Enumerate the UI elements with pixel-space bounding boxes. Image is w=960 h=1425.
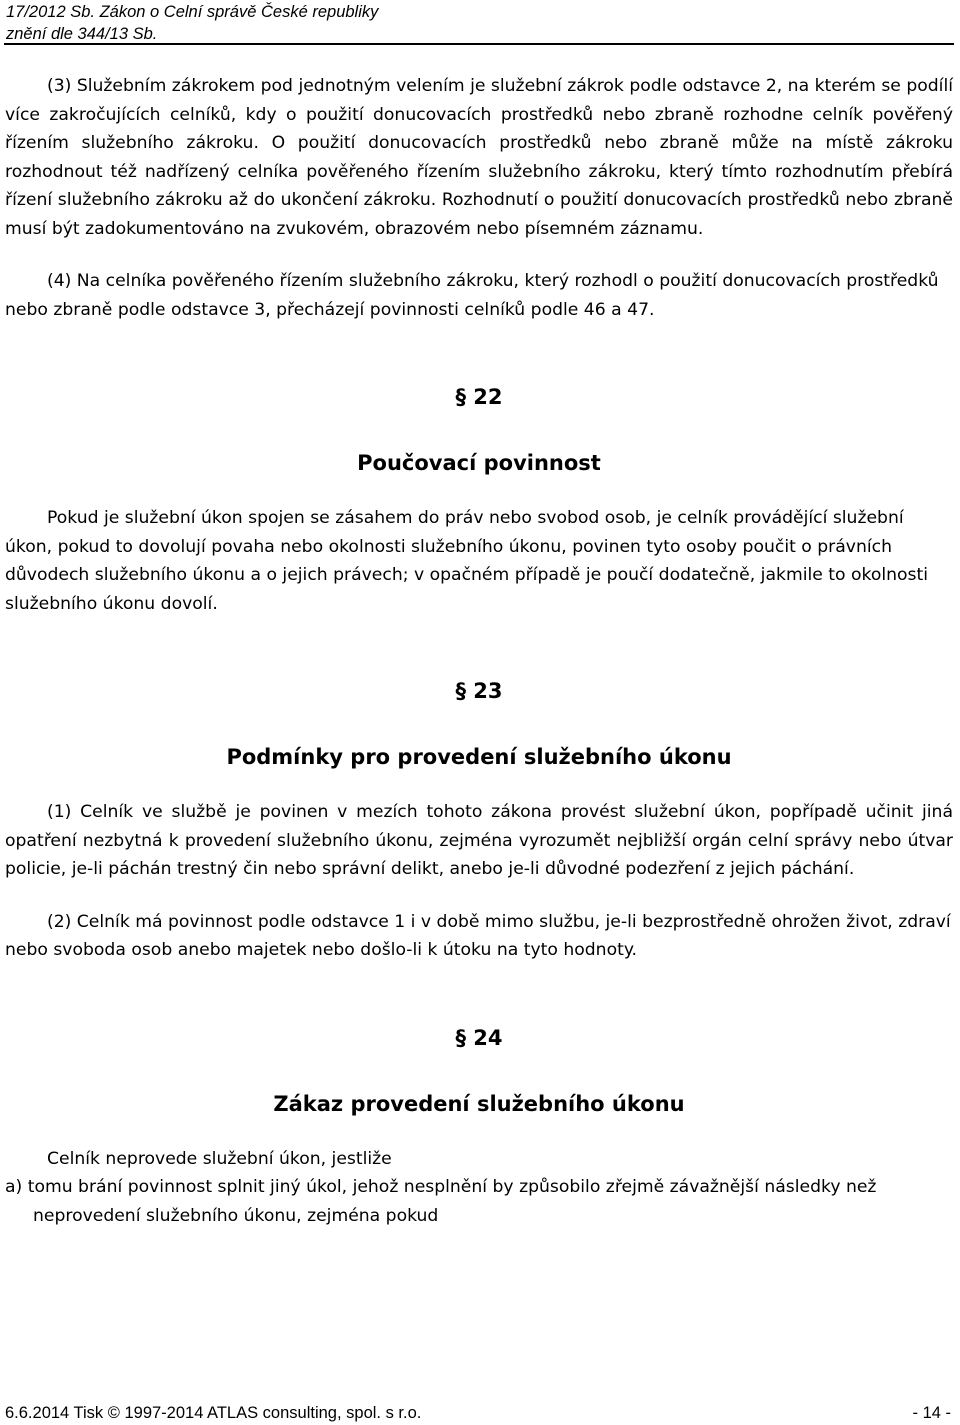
section-22	[5, 382, 953, 618]
paragraph-4: (4) Na celníka pověřeného řízením služebního zákroku, který rozhodl o použití donucovacích prostředků nebo zbraně podle odstavce 3, přecházejí povinnosti celníků podle 46 a 47.	[5, 271, 939, 320]
section-paragraph: Pokud je služební úkon spojen se zásahem do práv nebo svobod osob, je celník provádějící služební úkon, pokud to dovolují povaha nebo okolnosti služebního úkonu, povinen tyto osoby poučit o právních důvodech služebního úkonu a o jejich právech; v opačném případě je poučí dodatečně, jakmile to okolnosti služebního úkonu dovolí.	[5, 508, 929, 614]
section-number: § 24	[455, 1025, 503, 1050]
section-24	[5, 1023, 953, 1231]
section-number: § 23	[455, 679, 503, 703]
footer-print-info: 6.6.2014 Tisk © 1997-2014 ATLAS consulting, spol. s r.o.	[5, 1404, 422, 1422]
section-paragraph-2: (2) Celník má povinnost podle odstavce 1 i v době mimo službu, je-li bezprostředně ohrožen život, zdraví nebo svoboda osob anebo majetek nebo došlo-li k útoku na tyto hodnoty.	[5, 911, 951, 960]
list-item-a: a) tomu brání povinnost splnit jiný úkol, jehož nesplnění by způsobilo zřejmě závažnější následky než neprovedení služebního úkonu, zejména pokud	[5, 1177, 877, 1226]
page-header	[6, 1, 378, 45]
section-23	[5, 676, 953, 965]
section-paragraph-1: (1) Celník ve službě je povinen v mezích tohoto zákona provést služební úkon, popřípadě učinit jiná opatření nezbytná k provedení služebního úkonu, zejména vyrozumět nejbližší orgán celní správy nebo útvar policie, je-li páchán trestný čin nebo správní delikt, anebo je-li důvodné podezření z jejich páchání.	[5, 802, 953, 879]
document-body	[5, 72, 953, 1230]
header-version: znění dle 344/13 Sb.	[6, 25, 158, 43]
header-divider	[4, 43, 954, 45]
section-title: Zákaz provedení služebního úkonu	[273, 1091, 685, 1116]
section-title: Podmínky pro provedení služebního úkonu	[226, 745, 732, 769]
section-title: Poučovací povinnost	[357, 451, 601, 475]
section-number: § 22	[455, 385, 503, 409]
page-number: - 14 -	[912, 1404, 951, 1422]
section-intro: Celník neprovede služební úkon, jestliže	[47, 1148, 392, 1169]
paragraph-3: (3) Služebním zákrokem pod jednotným velením je služební zákrok podle odstavce 2, na kterém se podílí více zakročujících celníků, kdy o použití donucovacích prostředků nebo zbraně rozhodne celník pověřený řízením služebního zákroku. O použití donucovacích prostředků nebo zbraně může na místě zákroku rozhodnout též nadřízený celníka pověřeného řízením služebního zákroku, který tímto rozhodnutím přebírá řízení služebního zákroku až do ukončení zákroku. Rozhodnutí o použití donucovacích prostředků nebo zbraně musí být zadokumentováno na zvukovém, obrazovém nebo písemném záznamu.	[5, 76, 953, 239]
header-law-title: 17/2012 Sb. Zákon o Celní správě České republiky	[6, 3, 379, 21]
